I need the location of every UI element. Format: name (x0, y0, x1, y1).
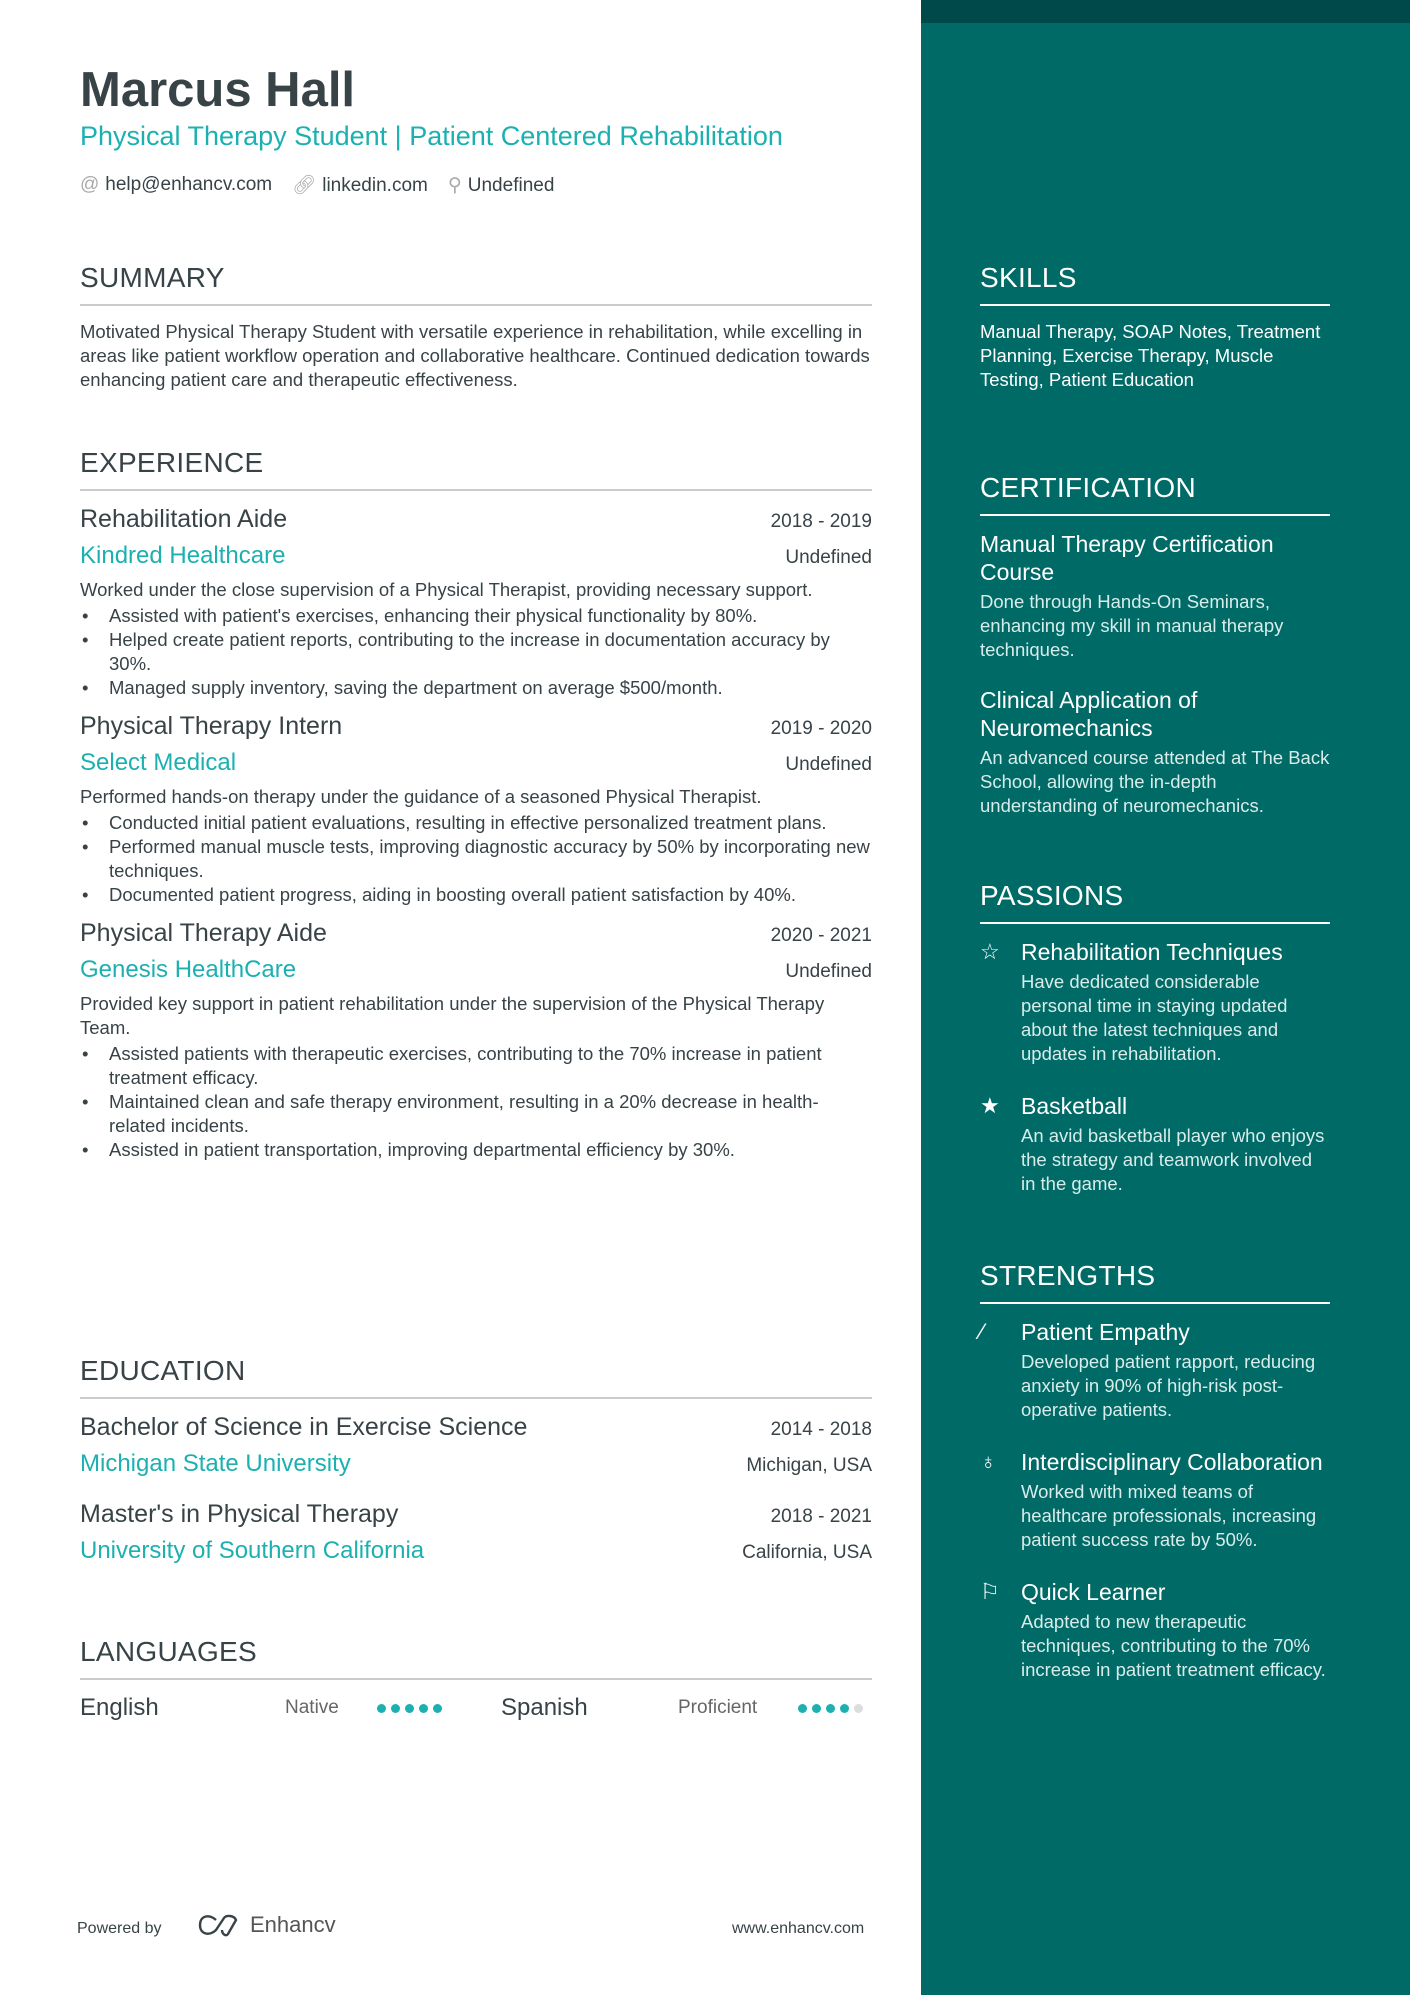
flag-icon: ⚐ (980, 1579, 1000, 1604)
strengths-title: Quick Learner (1021, 1579, 1166, 1605)
job-bullet: • Managed supply inventory, saving the department on average $500/month. (80, 676, 872, 700)
school-name: University of Southern California (80, 1537, 425, 1564)
linkedin-text: linkedin.com (322, 175, 428, 196)
passions-entry (980, 1092, 1330, 1196)
job-dates: 2018 - 2019 (770, 511, 872, 532)
skills-text: Manual Therapy, SOAP Notes, Treatment Planning, Exercise Therapy, Muscle Testing, Patient Education (980, 321, 1321, 390)
location-text: Undefined (467, 174, 555, 196)
job-bullet: • Assisted patients with therapeutic exercises, contributing to the 70% increase in patient treatment efficacy. (80, 1042, 872, 1090)
infinity-logo-icon (196, 1912, 242, 1938)
lightbulb-icon: ♁ (980, 1449, 997, 1474)
job-title: Rehabilitation Aide (80, 505, 288, 533)
education-location: California, USA (742, 1542, 872, 1563)
job-bullet: • Performed manual muscle tests, improving diagnostic accuracy by 50% by incorporating new techniques. (80, 835, 872, 883)
passions-description: An avid basketball player who enjoys the strategy and teamwork involved in the game. (1021, 1125, 1325, 1194)
strengths-description: Developed patient rapport, reducing anxiety in 90% of high-risk post-operative patients. (1021, 1351, 1316, 1420)
rating-dot (405, 1704, 414, 1713)
section-heading: SKILLS (980, 262, 1330, 306)
rating-dot (826, 1704, 835, 1713)
star-outline-icon: ☆ (980, 939, 1000, 964)
job-location: Undefined (785, 754, 872, 775)
certification-entry (980, 686, 1330, 818)
contact-linkedin[interactable] (292, 173, 428, 197)
education-dates: 2014 - 2018 (770, 1419, 872, 1440)
link-icon: 🔗︎ (292, 175, 317, 196)
rating-dot (433, 1704, 442, 1713)
strengths-title: Interdisciplinary Collaboration (1021, 1449, 1323, 1475)
brand-name: Enhancv (250, 1912, 336, 1937)
job-description: Provided key support in patient rehabilitation under the supervision of the Physical Therapy Team. (80, 993, 825, 1038)
school-name: Michigan State University (80, 1450, 351, 1477)
strengths-entry (980, 1448, 1330, 1552)
job-dates: 2020 - 2021 (770, 925, 872, 946)
section-heading: EDUCATION (80, 1355, 872, 1399)
strengths-description: Adapted to new therapeutic techniques, contributing to the 70% increase in patient treatment efficacy. (1021, 1611, 1326, 1680)
languages-section (80, 1636, 872, 1722)
job-bullet: • Maintained clean and safe therapy environment, resulting in a 20% decrease in health-related incidents. (80, 1090, 872, 1138)
at-icon: @ (80, 174, 100, 195)
candidate-title: Physical Therapy Student | Patient Centered Rehabilitation (80, 121, 783, 151)
contact-email[interactable] (80, 174, 272, 196)
contact-list (80, 173, 554, 197)
certification-section (980, 472, 1330, 842)
job-location: Undefined (785, 547, 872, 568)
job-title: Physical Therapy Intern (80, 712, 343, 740)
enhancv-logo[interactable] (196, 1912, 336, 1938)
company-name: Select Medical (80, 749, 237, 776)
star-icon: ★ (980, 1093, 1000, 1118)
rating-dot (854, 1704, 863, 1713)
language-name: Spanish (501, 1694, 588, 1721)
rating-dot (840, 1704, 849, 1713)
language-name: English (80, 1694, 159, 1721)
sidebar-top-strip (921, 0, 1410, 23)
section-heading: PASSIONS (980, 880, 1330, 924)
languages-row (80, 1694, 872, 1722)
degree: Master's in Physical Therapy (80, 1500, 399, 1528)
education-entry (80, 1500, 872, 1565)
job-bullet: • Helped create patient reports, contributing to the increase in documentation accuracy by 30%. (80, 628, 872, 676)
job-bullet: • Assisted with patient's exercises, enhancing their physical functionality by 80%. (80, 604, 872, 628)
footer-url[interactable]: www.enhancv.com (732, 1920, 865, 1937)
company-name: Genesis HealthCare (80, 956, 297, 983)
experience-entry (80, 505, 872, 700)
degree: Bachelor of Science in Exercise Science (80, 1413, 528, 1441)
job-title: Physical Therapy Aide (80, 919, 327, 947)
skills-section (980, 262, 1330, 392)
job-description: Worked under the close supervision of a Physical Therapist, providing necessary support. (80, 579, 813, 600)
strengths-title: Patient Empathy (1021, 1319, 1190, 1345)
section-heading: SUMMARY (80, 262, 872, 306)
education-location: Michigan, USA (746, 1455, 872, 1476)
powered-by-label: Powered by (77, 1920, 162, 1937)
education-dates: 2018 - 2021 (770, 1506, 872, 1527)
job-bullet: • Conducted initial patient evaluations, resulting in effective personalized treatment plans. (80, 811, 872, 835)
strengths-section (980, 1260, 1330, 1708)
language-level: Native (285, 1697, 339, 1718)
summary-section (80, 262, 872, 392)
experience-section (80, 447, 872, 1174)
certification-description: Done through Hands-On Seminars, enhancing my skill in manual therapy techniques. (980, 591, 1284, 660)
rating-dot (812, 1704, 821, 1713)
section-heading: LANGUAGES (80, 1636, 872, 1680)
passions-section (980, 880, 1330, 1222)
experience-entry (80, 712, 872, 907)
summary-text: Motivated Physical Therapy Student with versatile experience in rehabilitation, while excelling in areas like patient workflow operation and collaborative healthcare. Continued dedication towards enhancing patient care and therapeutic effectiveness. (80, 321, 870, 390)
job-dates: 2019 - 2020 (770, 718, 872, 739)
certification-title: Manual Therapy Certification Course (980, 531, 1274, 585)
education-section (80, 1355, 872, 1587)
passions-entry (980, 938, 1330, 1066)
rating-dot (419, 1704, 428, 1713)
location-pin-icon: ⚲ (447, 174, 462, 196)
section-heading: CERTIFICATION (980, 472, 1330, 516)
rating-dot (377, 1704, 386, 1713)
certification-title: Clinical Application of Neuromechanics (980, 687, 1198, 741)
strengths-description: Worked with mixed teams of healthcare professionals, increasing patient success rate by 50%. (1021, 1481, 1317, 1550)
rating-dot (798, 1704, 807, 1713)
candidate-name: Marcus Hall (80, 63, 356, 117)
passions-description: Have dedicated considerable personal time in staying updated about the latest techniques and updates in rehabilitation. (1021, 971, 1288, 1064)
contact-location (448, 174, 555, 197)
certification-description: An advanced course attended at The Back School, allowing the in-depth understanding of neuromechanics. (980, 747, 1330, 816)
strengths-entry (980, 1578, 1330, 1682)
section-heading: STRENGTHS (980, 1260, 1330, 1304)
passions-title: Basketball (1021, 1093, 1128, 1119)
education-entry (80, 1413, 872, 1478)
job-bullet: • Documented patient progress, aiding in boosting overall patient satisfaction by 40%. (80, 883, 872, 907)
certification-entry (980, 530, 1330, 662)
magic-wand-icon: ⁄ (980, 1319, 984, 1344)
language-rating (798, 1704, 863, 1713)
language-rating (377, 1704, 501, 1713)
company-name: Kindred Healthcare (80, 542, 286, 569)
rating-dot (391, 1704, 400, 1713)
passions-title: Rehabilitation Techniques (1021, 939, 1283, 965)
job-location: Undefined (785, 961, 872, 982)
job-description: Performed hands-on therapy under the guidance of a seasoned Physical Therapist. (80, 786, 762, 807)
strengths-entry (980, 1318, 1330, 1422)
job-bullet: • Assisted in patient transportation, improving departmental efficiency by 30%. (80, 1138, 872, 1162)
experience-entry (80, 919, 872, 1162)
email-text: help@enhancv.com (105, 174, 273, 195)
section-heading: EXPERIENCE (80, 447, 872, 491)
language-level: Proficient (678, 1697, 758, 1718)
